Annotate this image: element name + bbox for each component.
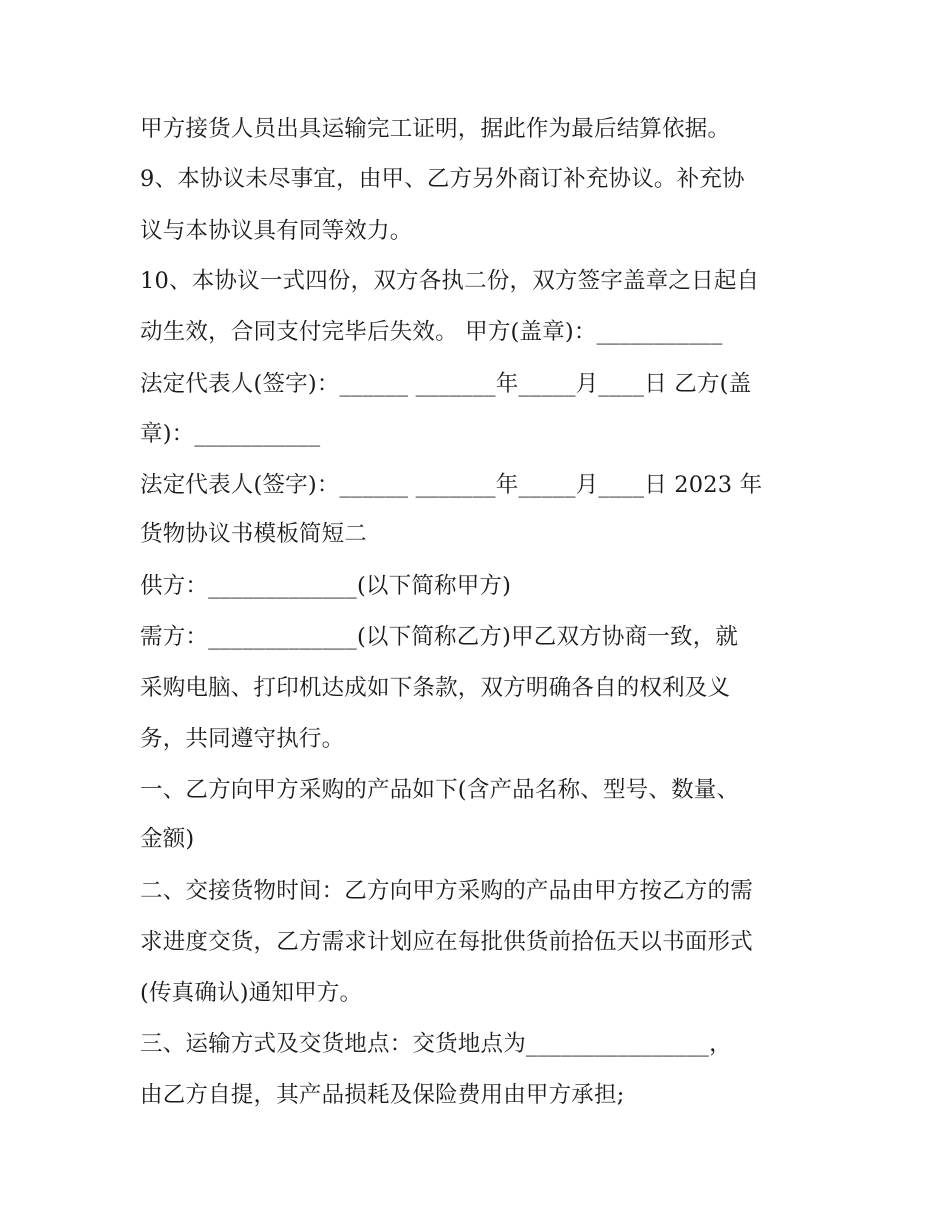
- text-line: 供方：_____________(以下简称甲方): [140, 573, 512, 599]
- text-line: 议与本协议具有同等效力。: [140, 218, 413, 244]
- text-line: 金额): [140, 826, 195, 852]
- text-line: 由乙方自提，其产品损耗及保险费用由甲方承担;: [140, 1082, 625, 1108]
- text-line: 动生效，合同支付完毕后失效。 甲方(盖章)：___________: [140, 319, 723, 345]
- section-title: 货物协议书模板简短二: [140, 521, 368, 547]
- text-line: 需方：_____________(以下简称乙方)甲乙双方协商一致，就: [140, 624, 739, 650]
- text-line: 求进度交货，乙方需求计划应在每批供货前拾伍天以书面形式: [140, 929, 753, 955]
- text-line: 章)：___________: [140, 421, 321, 447]
- text-line: 10、本协议一式四份，双方各执二份，双方签字盖章之日起自: [140, 268, 760, 294]
- text-line: 一、乙方向甲方采购的产品如下(含产品名称、型号、数量、: [140, 777, 740, 803]
- text-line: (传真确认)通知甲方。: [140, 980, 363, 1006]
- text-line: 务，共同遵守执行。: [140, 726, 345, 752]
- text-line: 法定代表人(签字)：______ _______年_____月____日 2023 年: [140, 472, 763, 498]
- text-line: 9、本协议未尽事宜，由甲、乙方另外商订补充协议。补充协: [140, 166, 745, 192]
- text-line: 甲方接货人员出具运输完工证明，据此作为最后结算依据。: [140, 116, 731, 142]
- text-line: 法定代表人(签字)：______ _______年_____月____日 乙方(盖: [140, 371, 752, 397]
- text-line: 二、交接货物时间：乙方向甲方采购的产品由甲方按乙方的需: [140, 878, 753, 904]
- text-line: 采购电脑、打印机达成如下条款，双方明确各自的权利及义: [140, 675, 731, 701]
- text-line: 三、运输方式及交货地点：交货地点为________________，: [140, 1031, 732, 1057]
